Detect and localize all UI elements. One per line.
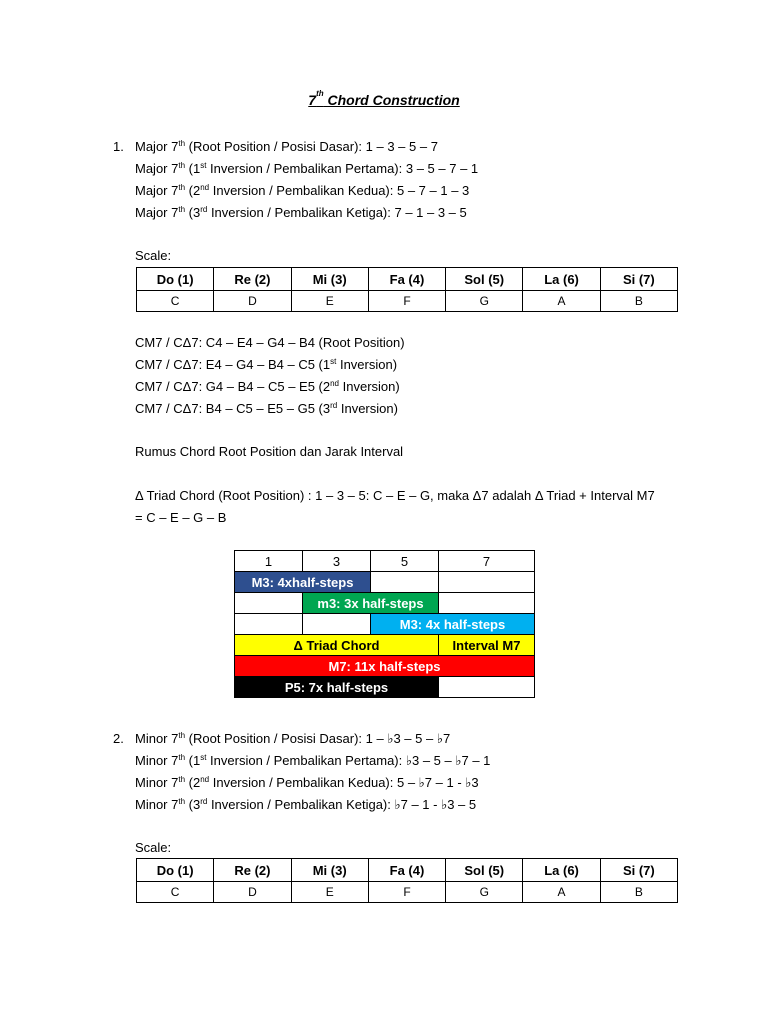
scale-header: Do (1) — [137, 268, 214, 291]
scale-note: E — [291, 882, 368, 903]
scale-header: Re (2) — [214, 859, 291, 882]
major-7-line: Major 7th (3rd Inversion / Pembalikan Ketiga): 7 – 1 – 3 – 5 — [135, 205, 467, 220]
triad-line: Δ Triad Chord (Root Position) : 1 – 3 – 5: C – E – G, maka Δ7 adalah Δ Triad + Interval M7 — [135, 488, 655, 503]
chord-line: CM7 / CΔ7: B4 – C5 – E5 – G5 (3rd Inversion) — [135, 401, 398, 416]
scale-header: La (6) — [523, 268, 600, 291]
scale-header: Mi (3) — [291, 859, 368, 882]
empty-cell — [303, 614, 371, 635]
major-7-line: Major 7th (2nd Inversion / Pembalikan Kedua): 5 – 7 – 1 – 3 — [135, 183, 470, 198]
scale-header: Do (1) — [137, 859, 214, 882]
major-7-line: Major 7th (Root Position / Posisi Dasar): 1 – 3 – 5 – 7 — [135, 139, 438, 154]
minor-7-line: Minor 7th (3rd Inversion / Pembalikan Ketiga): ♭7 – 1 - ♭3 – 5 — [135, 797, 477, 812]
m3-major2-cell: M3: 4x half-steps — [371, 614, 535, 635]
m3-major-cell: M3: 4xhalf-steps — [235, 572, 371, 593]
scale-note: D — [214, 882, 291, 903]
major-7-line: Major 7th (1st Inversion / Pembalikan Pertama): 3 – 5 – 7 – 1 — [135, 161, 479, 176]
scale-note: C — [137, 291, 214, 312]
triad-cell: Δ Triad Chord — [235, 635, 439, 656]
scale-header: La (6) — [523, 859, 600, 882]
empty-cell — [439, 593, 535, 614]
minor-7-line: Minor 7th (1st Inversion / Pembalikan Pertama): ♭3 – 5 – ♭7 – 1 — [135, 753, 491, 768]
scale-note: B — [600, 291, 677, 312]
chord-line: CM7 / CΔ7: C4 – E4 – G4 – B4 (Root Position) — [135, 335, 405, 350]
scale-header: Fa (4) — [368, 859, 445, 882]
minor-7-line: Minor 7th (2nd Inversion / Pembalikan Kedua): 5 – ♭7 – 1 - ♭3 — [135, 775, 479, 790]
scale-header: Si (7) — [600, 859, 677, 882]
chord-line: CM7 / CΔ7: E4 – G4 – B4 – C5 (1st Inversion) — [135, 357, 398, 372]
empty-cell — [439, 572, 535, 593]
page-title: 7th Chord Construction — [308, 89, 460, 108]
scale-header: Si (7) — [600, 268, 677, 291]
minor-7-line: Minor 7th (Root Position / Posisi Dasar): 1 – ♭3 – 5 – ♭7 — [135, 731, 451, 746]
interval-header: 3 — [303, 551, 371, 572]
chord-line: CM7 / CΔ7: G4 – B4 – C5 – E5 (2nd Inversion) — [135, 379, 400, 394]
empty-cell — [371, 572, 439, 593]
interval-table — [234, 550, 535, 698]
empty-cell — [439, 677, 535, 698]
scale-header: Fa (4) — [368, 268, 445, 291]
scale-header: Sol (5) — [446, 268, 523, 291]
scale-header: Re (2) — [214, 268, 291, 291]
section-number: 2. — [113, 731, 124, 746]
m3-minor-cell: m3: 3x half-steps — [303, 593, 439, 614]
scale-note: D — [214, 291, 291, 312]
scale-label: Scale: — [135, 840, 172, 855]
empty-cell — [235, 614, 303, 635]
interval-header: 1 — [235, 551, 303, 572]
scale-note: G — [446, 882, 523, 903]
scale-note: A — [523, 882, 600, 903]
scale-note: C — [137, 882, 214, 903]
interval-header: 5 — [371, 551, 439, 572]
section-number: 1. — [113, 139, 124, 154]
interval-m7-cell: Interval M7 — [439, 635, 535, 656]
scale-note: A — [523, 291, 600, 312]
scale-note: F — [368, 291, 445, 312]
scale-header: Mi (3) — [291, 268, 368, 291]
scale-table — [136, 858, 678, 903]
interval-header: 7 — [439, 551, 535, 572]
p5-cell: P5: 7x half-steps — [235, 677, 439, 698]
empty-cell — [235, 593, 303, 614]
scale-note: B — [600, 882, 677, 903]
triad-line: = C – E – G – B — [135, 510, 227, 525]
scale-note: E — [291, 291, 368, 312]
m7-cell: M7: 11x half-steps — [235, 656, 535, 677]
scale-header: Sol (5) — [446, 859, 523, 882]
scale-label: Scale: — [135, 248, 172, 263]
scale-note: G — [446, 291, 523, 312]
rumus-heading: Rumus Chord Root Position dan Jarak Interval — [135, 444, 404, 459]
scale-note: F — [368, 882, 445, 903]
scale-table — [136, 267, 678, 312]
